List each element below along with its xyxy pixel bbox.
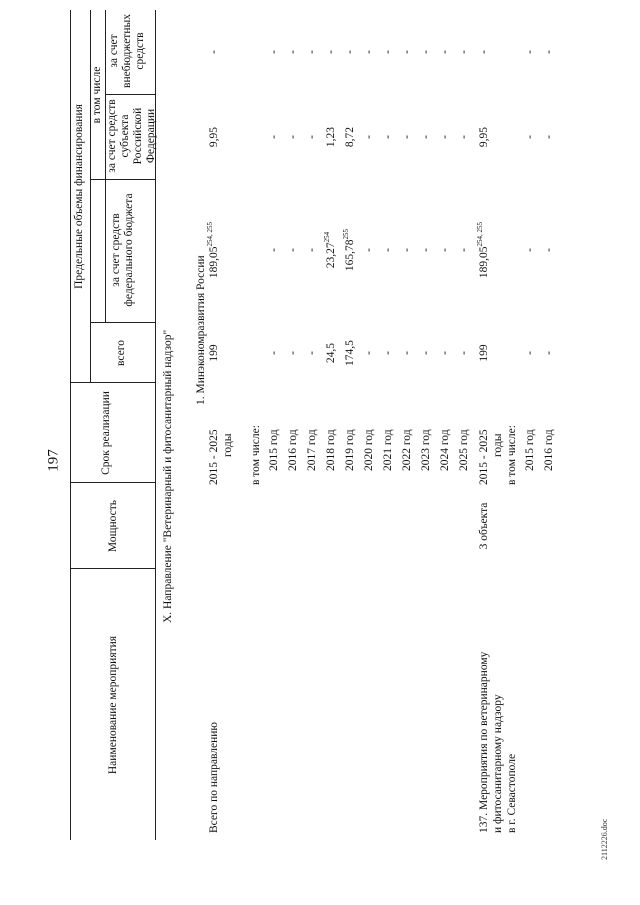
header-top-line bbox=[70, 10, 71, 840]
cell-text-period: 2018 год bbox=[325, 429, 337, 471]
cell-text-subject: - bbox=[363, 135, 375, 139]
cell-total bbox=[439, 323, 452, 383]
cell-text-name: Всего по направлению bbox=[208, 722, 220, 833]
cell-text-offbudget: - bbox=[382, 50, 394, 54]
cell-text-federal: - bbox=[287, 248, 299, 252]
cell-text-subject: - bbox=[524, 135, 536, 139]
cell-subject bbox=[401, 97, 414, 177]
cell-text-federal: - bbox=[543, 248, 555, 252]
cell-period bbox=[268, 385, 281, 485]
cell-text-federal: - bbox=[268, 248, 280, 252]
cell-total bbox=[363, 323, 376, 383]
cell-text-offbudget: - bbox=[287, 50, 299, 54]
cell-text-subject: - bbox=[401, 135, 413, 139]
cell-text-subject: 9,95 bbox=[208, 126, 220, 148]
cell-total bbox=[344, 323, 357, 383]
cell-federal bbox=[268, 180, 281, 320]
cell-text-subject: - bbox=[439, 135, 451, 139]
cell-text-offbudget: - bbox=[208, 50, 220, 54]
cell-offbudget bbox=[401, 11, 414, 93]
cell-text-federal: 23,27 bbox=[325, 242, 337, 269]
col-divider-6 bbox=[105, 94, 156, 95]
cell-period bbox=[250, 385, 263, 485]
cell-period bbox=[420, 385, 433, 485]
cell-text-total: 199 bbox=[208, 344, 220, 362]
cell-text-subject: - bbox=[458, 135, 470, 139]
cell-federal bbox=[401, 180, 414, 320]
cell-text-total: 199 bbox=[478, 344, 490, 362]
cell-offbudget bbox=[420, 11, 433, 93]
cell-subject bbox=[306, 97, 319, 177]
cell-total bbox=[325, 323, 338, 383]
cell-period bbox=[344, 385, 357, 485]
cell-offbudget bbox=[268, 11, 281, 93]
cell-text-federal: - bbox=[401, 248, 413, 252]
cell-text-total: - bbox=[401, 351, 413, 355]
header-period: Срок реализации bbox=[100, 391, 112, 475]
cell-text-federal: - bbox=[458, 248, 470, 252]
cell-text-total: - bbox=[268, 351, 280, 355]
cell-total bbox=[208, 323, 221, 383]
cell-offbudget bbox=[382, 11, 395, 93]
cell-period bbox=[458, 385, 471, 485]
cell-text-period: 2024 год bbox=[439, 429, 451, 471]
cell-text-subject: - bbox=[420, 135, 432, 139]
cell-offbudget bbox=[287, 11, 300, 93]
cell-federal bbox=[363, 180, 376, 320]
cell-offbudget bbox=[325, 11, 338, 93]
cell-total bbox=[382, 323, 395, 383]
cell-federal bbox=[287, 180, 300, 320]
cell-offbudget bbox=[363, 11, 376, 93]
cell-text-name: и фитосанитарному надзору bbox=[492, 694, 504, 833]
header-capacity: Мощность bbox=[107, 499, 119, 553]
cell-text-subject: 1,23 bbox=[325, 126, 337, 148]
cell-name bbox=[208, 573, 221, 833]
cell-text-subject: 8,72 bbox=[344, 126, 356, 148]
cell-federal bbox=[458, 180, 471, 320]
cell-period bbox=[439, 385, 452, 485]
cell-capacity bbox=[478, 483, 491, 569]
cell-period bbox=[492, 385, 505, 485]
cell-text-period: годы bbox=[492, 433, 504, 457]
cell-federal bbox=[478, 180, 491, 320]
footnote-ref: 254, 255 bbox=[206, 221, 215, 247]
cell-offbudget bbox=[478, 11, 491, 93]
cell-text-subject: - bbox=[287, 135, 299, 139]
cell-name bbox=[492, 573, 505, 833]
cell-subject bbox=[363, 97, 376, 177]
cell-text-period: 2015 - 2025 bbox=[478, 429, 490, 485]
header-financing: Предельные объемы финансирования bbox=[73, 104, 85, 289]
cell-text-offbudget: - bbox=[306, 50, 318, 54]
cell-text-offbudget: - bbox=[325, 50, 337, 54]
cell-offbudget bbox=[439, 11, 452, 93]
cell-subject bbox=[524, 97, 537, 177]
cell-period bbox=[363, 385, 376, 485]
cell-name bbox=[506, 573, 519, 833]
cell-text-federal: 165,78 bbox=[344, 239, 356, 272]
document-id: 2112226.doc bbox=[600, 818, 609, 860]
header-name: Наименование мероприятия bbox=[107, 635, 119, 775]
cell-federal bbox=[543, 180, 556, 320]
cell-period bbox=[287, 385, 300, 485]
cell-text-period: в том числе: bbox=[506, 425, 518, 485]
cell-total bbox=[401, 323, 414, 383]
cell-text-offbudget: - bbox=[543, 50, 555, 54]
cell-offbudget bbox=[458, 11, 471, 93]
cell-text-offbudget: - bbox=[439, 50, 451, 54]
header-offbudget: за счет внебюджетных средств bbox=[108, 14, 146, 88]
cell-total bbox=[306, 323, 319, 383]
header-total: всего bbox=[115, 340, 127, 366]
cell-subject bbox=[420, 97, 433, 177]
cell-text-period: 2015 год bbox=[268, 429, 280, 471]
cell-federal bbox=[524, 180, 537, 320]
cell-text-total: 174,5 bbox=[344, 340, 356, 366]
cell-subject bbox=[208, 97, 221, 177]
cell-period bbox=[222, 385, 235, 485]
cell-subject bbox=[268, 97, 281, 177]
cell-text-offbudget: - bbox=[268, 50, 280, 54]
cell-text-federal: - bbox=[439, 248, 451, 252]
cell-federal bbox=[325, 180, 338, 320]
cell-text-federal: 189,05 bbox=[208, 246, 220, 279]
cell-federal bbox=[208, 180, 221, 320]
cell-text-subject: - bbox=[543, 135, 555, 139]
cell-offbudget bbox=[524, 11, 537, 93]
cell-text-name: 137. Мероприятия по ветеринарному bbox=[478, 651, 490, 833]
cell-period bbox=[208, 385, 221, 485]
cell-subject bbox=[344, 97, 357, 177]
cell-period bbox=[325, 385, 338, 485]
cell-period bbox=[506, 385, 519, 485]
cell-subject bbox=[458, 97, 471, 177]
cell-text-period: 2021 год bbox=[382, 429, 394, 471]
header-subject: за счет средств субъекта Российской Федерации bbox=[106, 99, 157, 173]
cell-total bbox=[287, 323, 300, 383]
cell-period bbox=[524, 385, 537, 485]
cell-period bbox=[306, 385, 319, 485]
cell-period bbox=[543, 385, 556, 485]
cell-text-offbudget: - bbox=[458, 50, 470, 54]
cell-text-period: в том числе: bbox=[250, 425, 262, 485]
cell-offbudget bbox=[543, 11, 556, 93]
cell-subject bbox=[325, 97, 338, 177]
cell-federal bbox=[439, 180, 452, 320]
cell-text-total: - bbox=[287, 351, 299, 355]
section-subtitle: 1. Минэкономразвития России bbox=[195, 255, 207, 405]
cell-total bbox=[478, 323, 491, 383]
cell-text-federal: - bbox=[420, 248, 432, 252]
cell-text-period: 2017 год bbox=[306, 429, 318, 471]
cell-text-federal: - bbox=[524, 248, 536, 252]
cell-text-offbudget: - bbox=[420, 50, 432, 54]
page-number: 197 bbox=[45, 449, 62, 472]
cell-subject bbox=[382, 97, 395, 177]
cell-text-federal: - bbox=[363, 248, 375, 252]
cell-text-period: 2015 - 2025 bbox=[208, 429, 220, 485]
cell-text-total: - bbox=[524, 351, 536, 355]
cell-text-offbudget: - bbox=[401, 50, 413, 54]
cell-subject bbox=[543, 97, 556, 177]
cell-offbudget bbox=[344, 11, 357, 93]
cell-text-total: - bbox=[363, 351, 375, 355]
cell-federal bbox=[344, 180, 357, 320]
cell-total bbox=[524, 323, 537, 383]
cell-text-total: - bbox=[420, 351, 432, 355]
cell-text-period: годы bbox=[222, 433, 234, 457]
cell-text-period: 2016 год bbox=[543, 429, 555, 471]
header-incl: в том числе bbox=[91, 66, 103, 124]
cell-text-offbudget: - bbox=[478, 50, 490, 54]
footnote-ref: 255 bbox=[342, 228, 351, 240]
cell-offbudget bbox=[306, 11, 319, 93]
cell-period bbox=[382, 385, 395, 485]
cell-text-period: 2016 год bbox=[287, 429, 299, 471]
cell-text-period: 2015 год bbox=[524, 429, 536, 471]
cell-text-federal: - bbox=[382, 248, 394, 252]
cell-text-total: - bbox=[306, 351, 318, 355]
cell-total bbox=[543, 323, 556, 383]
cell-text-total: - bbox=[382, 351, 394, 355]
cell-name bbox=[478, 573, 491, 833]
cell-text-subject: - bbox=[268, 135, 280, 139]
cell-federal bbox=[306, 180, 319, 320]
cell-text-total: - bbox=[439, 351, 451, 355]
cell-text-period: 2025 год bbox=[458, 429, 470, 471]
cell-text-subject: 9,95 bbox=[478, 126, 490, 148]
cell-text-federal: - bbox=[306, 248, 318, 252]
cell-total bbox=[268, 323, 281, 383]
cell-text-subject: - bbox=[306, 135, 318, 139]
cell-text-period: 2019 год bbox=[344, 429, 356, 471]
cell-text-total: 24,5 bbox=[325, 342, 337, 364]
cell-period bbox=[478, 385, 491, 485]
cell-text-period: 2022 год bbox=[401, 429, 413, 471]
cell-subject bbox=[439, 97, 452, 177]
cell-text-offbudget: - bbox=[344, 50, 356, 54]
cell-text-capacity: 3 объекта bbox=[478, 502, 490, 550]
footnote-ref: 254 bbox=[323, 231, 332, 243]
footnote-ref: 254, 255 bbox=[476, 221, 485, 247]
cell-period bbox=[401, 385, 414, 485]
cell-text-subject: - bbox=[382, 135, 394, 139]
cell-total bbox=[458, 323, 471, 383]
header-federal: за счет средств федерального бюджета bbox=[110, 193, 135, 307]
cell-text-period: 2020 год bbox=[363, 429, 375, 471]
cell-text-offbudget: - bbox=[524, 50, 536, 54]
cell-federal bbox=[420, 180, 433, 320]
cell-text-period: 2023 год bbox=[420, 429, 432, 471]
cell-text-total: - bbox=[543, 351, 555, 355]
cell-text-federal: 189,05 bbox=[478, 246, 490, 279]
cell-text-total: - bbox=[458, 351, 470, 355]
cell-text-name: в г. Севастополе bbox=[506, 753, 518, 833]
cell-subject bbox=[478, 97, 491, 177]
cell-offbudget bbox=[208, 11, 221, 93]
cell-total bbox=[420, 323, 433, 383]
cell-text-offbudget: - bbox=[363, 50, 375, 54]
cell-federal bbox=[382, 180, 395, 320]
section-title: X. Направление "Ветеринарный и фитосанитарный надзор" bbox=[162, 329, 174, 623]
cell-subject bbox=[287, 97, 300, 177]
